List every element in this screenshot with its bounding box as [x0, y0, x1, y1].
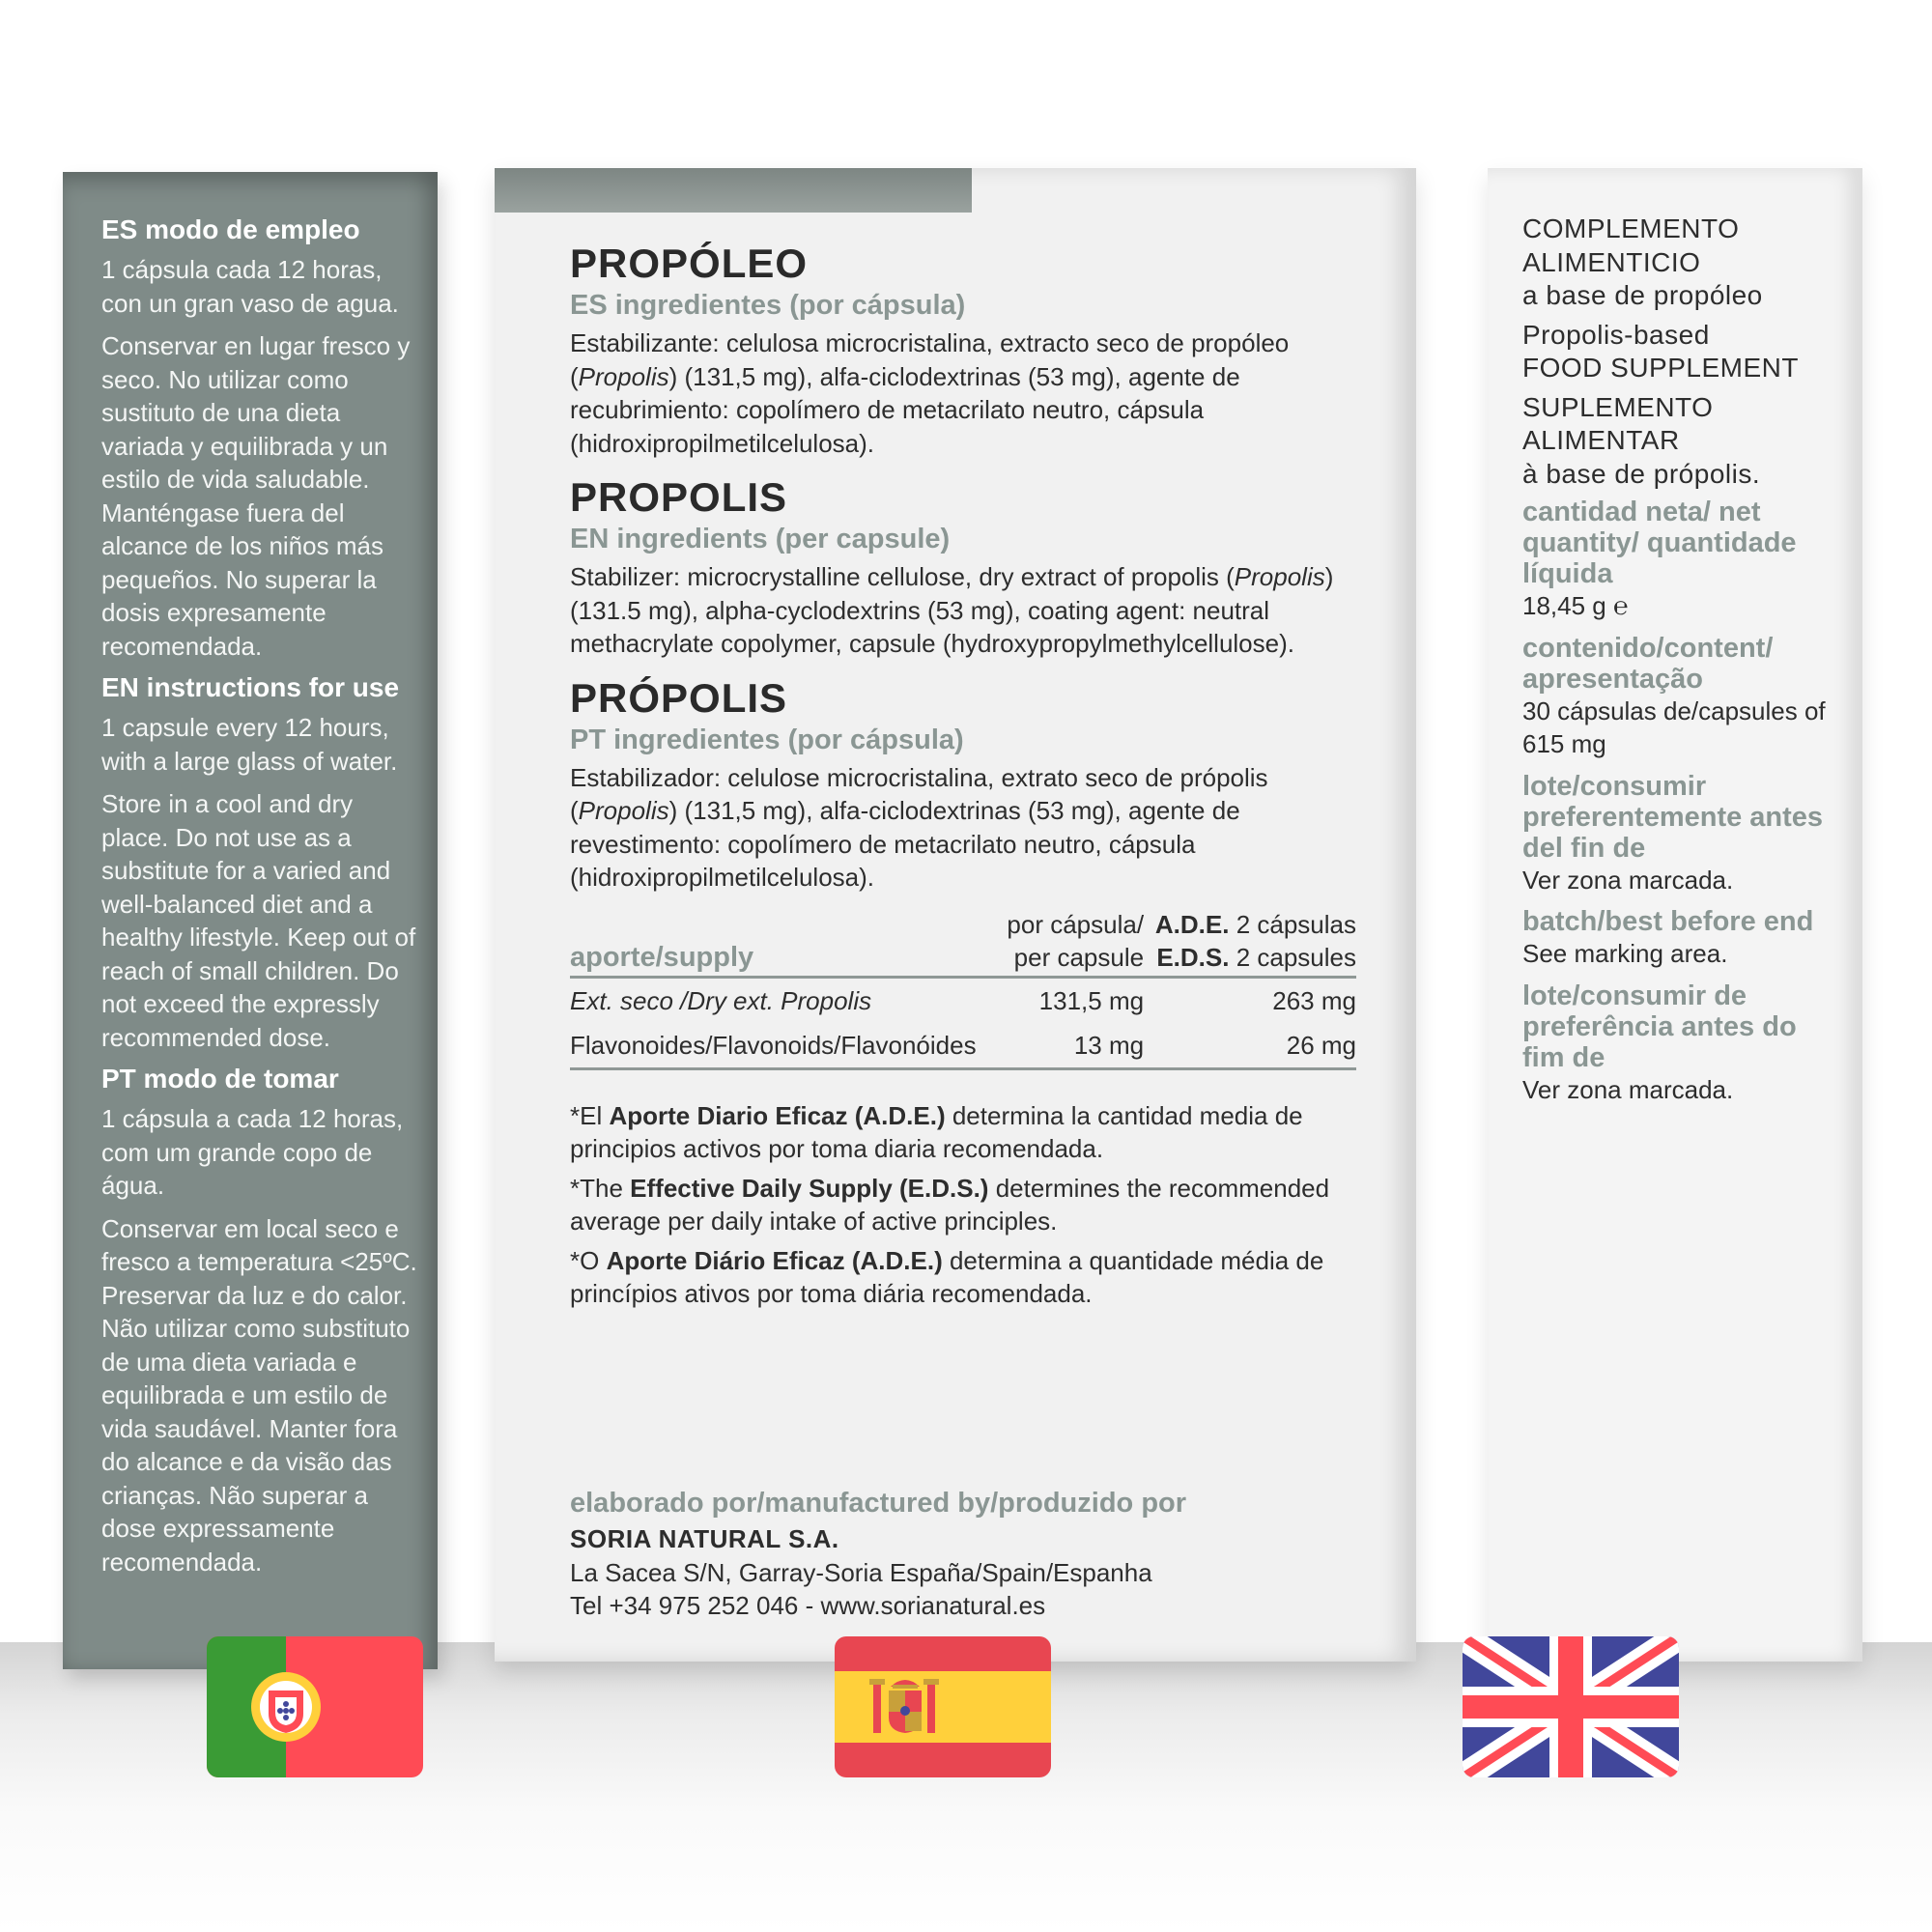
en-instructions-heading: EN instructions for use	[101, 672, 400, 702]
content-value: 30 cápsulas de/capsules of 615 mg	[1522, 696, 1826, 758]
row-daily: 26 mg	[1286, 1030, 1356, 1060]
row-per-capsule: 131,5 mg	[1038, 985, 1145, 1015]
row-name: Ext. seco /Dry ext. Propolis	[570, 985, 872, 1015]
portugal-flag-icon[interactable]	[207, 1636, 423, 1777]
en-dose-text: 1 capsule every 12 hours, with a large glass of water.	[101, 713, 398, 776]
pt-batch-label: lote/consumir de preferência antes do fim de	[1522, 980, 1797, 1073]
pt-ingredients-text: Estabilizador: celulose microcristalina, extrato seco de própolis (Propolis) (131,5 mg), alfa-ciclodextrinas (53 mg), agente de revestimento: copolímero de metacrilato neutro, cápsula (hidroxipropilmetilcelulosa).	[570, 762, 1268, 892]
pt-instructions-heading: PT modo de tomar	[101, 1064, 339, 1094]
es-storage-text: Conservar en lugar fresco y seco. No utilizar como sustituto de una dieta variada y equilibrada y un estilo de vida saludable. Manténgase fuera del alcance de los niños más pequeños. No superar la dosis expresamente recomendada.	[101, 331, 411, 661]
en-batch-label: batch/best before end	[1522, 906, 1814, 937]
pt-storage-text: Conservar em local seco e fresco a temperatura <25ºC. Preservar da luz e do calor. Não utilizar como substituto de uma dieta variada e equilibrada e um estilo de vida saudável. Manter fora do alcance e da visão das crianças. Não superar a dose expressamente recomendada.	[101, 1213, 417, 1577]
footnotes	[570, 1099, 1358, 1311]
row-per-capsule: 13 mg	[1073, 1030, 1145, 1060]
pt-ingredients-heading: PT ingredientes (por cápsula)	[570, 724, 964, 755]
en-ingredients-heading: EN ingredients (per capsule)	[570, 524, 951, 554]
es-product-type: COMPLEMENTO ALIMENTICIO a base de propóleo	[1522, 213, 1763, 310]
manufacturer-block	[570, 1486, 1186, 1623]
es-instructions-heading: ES modo de empleo	[101, 214, 360, 244]
pt-product-type: SUPLEMENTO ALIMENTAR à base de própolis.	[1522, 391, 1761, 489]
table-row	[570, 977, 1356, 1023]
net-quantity-value: 18,45 g ℮	[1522, 591, 1629, 620]
en-product-type: Propolis-based FOOD SUPPLEMENT	[1522, 319, 1799, 383]
supply-table-header	[570, 908, 1356, 978]
pt-batch-value: Ver zona marcada.	[1522, 1074, 1734, 1104]
col-daily: A.D.E. 2 cápsulas E.D.S. 2 capsules	[1154, 909, 1356, 972]
col-per-capsule: por cápsula/ per capsule	[1007, 909, 1145, 972]
footnote-en: *The Effective Daily Supply (E.D.S.) determines the recommended average per daily intake of active principles.	[570, 1173, 1330, 1236]
content-label: contenido/content/ apresentação	[1522, 632, 1774, 695]
footnote-es: *El Aporte Diario Eficaz (A.D.E.) determina la cantidad media de principios activos por toma diaria recomendada.	[570, 1100, 1303, 1163]
es-batch-label: lote/consumir preferentemente antes del fin de	[1522, 770, 1824, 864]
es-batch-value: Ver zona marcada.	[1522, 865, 1734, 895]
row-name: Flavonoides/Flavonoids/Flavonóides	[570, 1030, 977, 1060]
uk-flag-icon[interactable]	[1463, 1636, 1679, 1777]
footnote-pt: *O Aporte Diário Eficaz (A.D.E.) determina a quantidade média de princípios ativos por toma diária recomendada.	[570, 1245, 1324, 1308]
net-quantity-label: cantidad neta/ net quantity/ quantidade líquida	[1522, 497, 1797, 589]
pt-product-title: PRÓPOLIS	[570, 674, 788, 721]
instructions-panel	[63, 172, 438, 1669]
manufacturer-heading: elaborado por/manufactured by/produzido por	[570, 1488, 1187, 1519]
en-product-title: PROPOLIS	[570, 474, 788, 520]
manufacturer-address: La Sacea S/N, Garray-Soria España/Spain/Espanha	[570, 1557, 1152, 1587]
en-ingredients-text: Stabilizer: microcrystalline cellulose, dry extract of propolis (Propolis) (131.5 mg), alpha-cyclodextrins (53 mg), coating agent: neutral methacrylate copolymer, capsule (hydroxypropylmethylcellulose).	[570, 562, 1334, 658]
es-product-title: PROPÓLEO	[570, 241, 809, 286]
col-supply: aporte/supply	[570, 941, 754, 973]
panel-tab	[495, 168, 972, 213]
es-ingredients-heading: ES ingredientes (por cápsula)	[570, 290, 966, 321]
spain-flag-icon[interactable]	[835, 1636, 1051, 1777]
es-ingredients-text: Estabilizante: celulosa microcristalina, extracto seco de propóleo (Propolis) (131,5 mg), alfa-ciclodextrinas (53 mg), agente de recubrimiento: copolímero de metacrilato neutro, cápsula (hidroxipropilmetilcelulosa).	[570, 328, 1290, 458]
es-dose-text: 1 cápsula cada 12 horas, con un gran vaso de agua.	[101, 255, 399, 318]
en-storage-text: Store in a cool and dry place. Do not use as a substitute for a varied and well-balanced diet and a healthy lifestyle. Keep out of reach of small children. Do not exceed the expressly recommended dose.	[101, 789, 416, 1052]
supply-table	[570, 908, 1356, 1070]
ingredients-panel	[495, 168, 1416, 1662]
product-info-panel	[1488, 168, 1862, 1662]
row-daily: 263 mg	[1272, 985, 1356, 1015]
table-row	[570, 1023, 1356, 1069]
manufacturer-contact: Tel +34 975 252 046 - www.sorianatural.es	[570, 1591, 1046, 1620]
en-batch-value: See marking area.	[1522, 939, 1728, 968]
pt-dose-text: 1 cápsula a cada 12 horas, com um grande copo de água.	[101, 1104, 404, 1200]
manufacturer-name: SORIA NATURAL S.A.	[570, 1524, 839, 1553]
